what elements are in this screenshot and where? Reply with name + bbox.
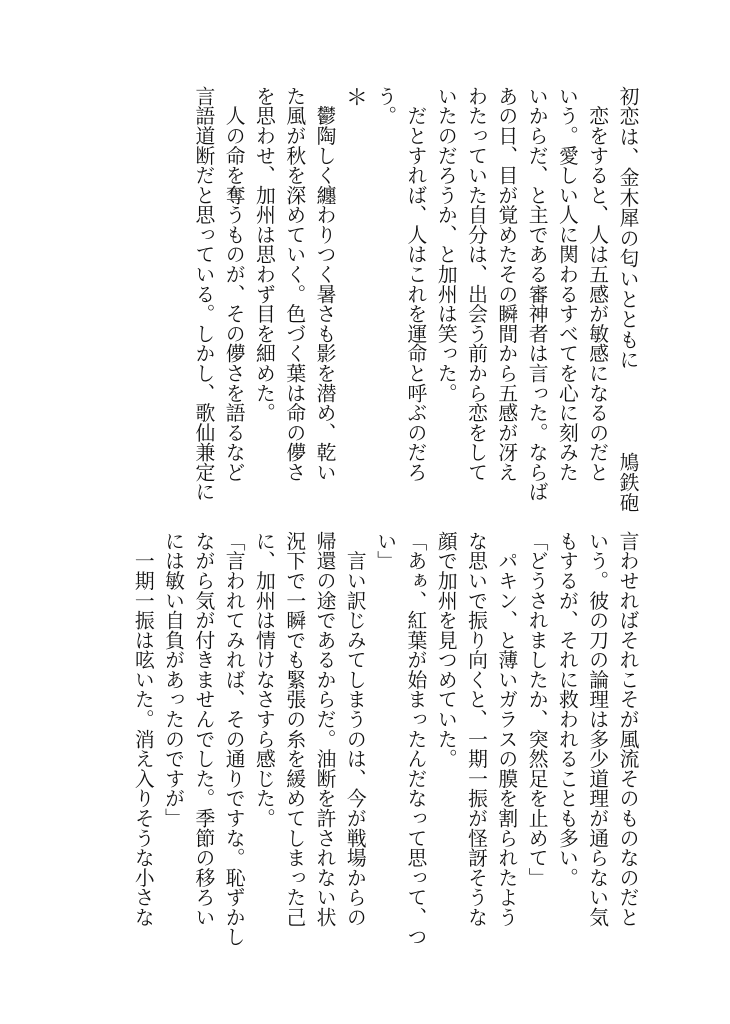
text-line: 言語道断だと思っている。しかし、歌仙兼定に xyxy=(191,86,215,502)
text-line: いからだ、と主である審神者は言った。ならば xyxy=(525,86,549,502)
text-line: に、加州は情けなさすら感じた。 xyxy=(252,531,276,828)
text-line: 人の命を奪うものが、その儚さを語るなど xyxy=(222,86,246,482)
text-line: わたっていた自分は、出会う前から恋をして xyxy=(464,86,488,482)
text-line: パキン、と薄いガラスの膜を割られたよう xyxy=(494,531,518,927)
text-line: いう。彼の刀の論理は多少道理が通らない気 xyxy=(585,531,609,927)
text-line: 況下で一瞬でも緊張の糸を緩めてしまった己 xyxy=(282,531,306,927)
text-line: う。 xyxy=(373,86,397,126)
text-line: いたのだろうか、と加州は笑った。 xyxy=(434,86,458,403)
text-line: 恋をすると、人は五感が敏感になるのだと xyxy=(585,86,609,482)
text-line: を思わせ、加州は思わず目を細めた。 xyxy=(252,86,276,423)
text-line: い」 xyxy=(373,531,397,571)
text-line: もするが、それに救われることも多い。 xyxy=(555,531,579,888)
text-line: た風が秋を深めていく。色づく葉は命の儚さ xyxy=(282,86,306,482)
text-line: 顔で加州を見つめていた。 xyxy=(434,531,458,769)
text-line: 帰還の途であるからだ。油断を許されない状 xyxy=(313,531,337,927)
author-name: 鳩鉄砲 xyxy=(616,452,639,513)
text-line: 言わせればそれこそが風流そのものなのだと xyxy=(616,531,639,927)
text-line: 鬱陶しく纏わりつく暑さも影を潜め、乾い xyxy=(313,86,337,482)
story-title: 初恋は、金木犀の匂いとともに鳩鉄砲 xyxy=(612,86,642,494)
text-line: いう。愛しい人に関わるすべてを心に刻みた xyxy=(555,86,579,482)
section-divider xyxy=(339,86,369,494)
text-line: あの日、目が覚めたその瞬間から五感が冴え xyxy=(494,86,518,482)
text-line: 言い訳じみてしまうのは、今が戦場からの xyxy=(343,531,367,927)
text-line: 「どうされましたか、突然足を止めて」 xyxy=(525,531,549,888)
text-line: 「あぁ、紅葉が始まったんだなって思って、つ xyxy=(403,531,427,947)
bottom-text-tier xyxy=(127,531,642,951)
text-line: だとすれば、人はこれを運命と呼ぶのだろ xyxy=(403,86,427,482)
text-line: 「言われてみれば、その通りですな。恥ずかし xyxy=(222,531,246,947)
text-line: 一期一振は呟いた。消え入りそうな小さな xyxy=(131,531,155,927)
text-line: な思いで振り向くと、一期一振が怪訝そうな xyxy=(464,531,488,927)
text-line: ながら気が付きませんでした。季節の移ろい xyxy=(191,531,215,927)
top-text-tier xyxy=(188,86,642,513)
asterisk-divider-mark: ＊ xyxy=(342,86,368,108)
text-line: には敏い自負があったのですが」 xyxy=(161,531,185,828)
